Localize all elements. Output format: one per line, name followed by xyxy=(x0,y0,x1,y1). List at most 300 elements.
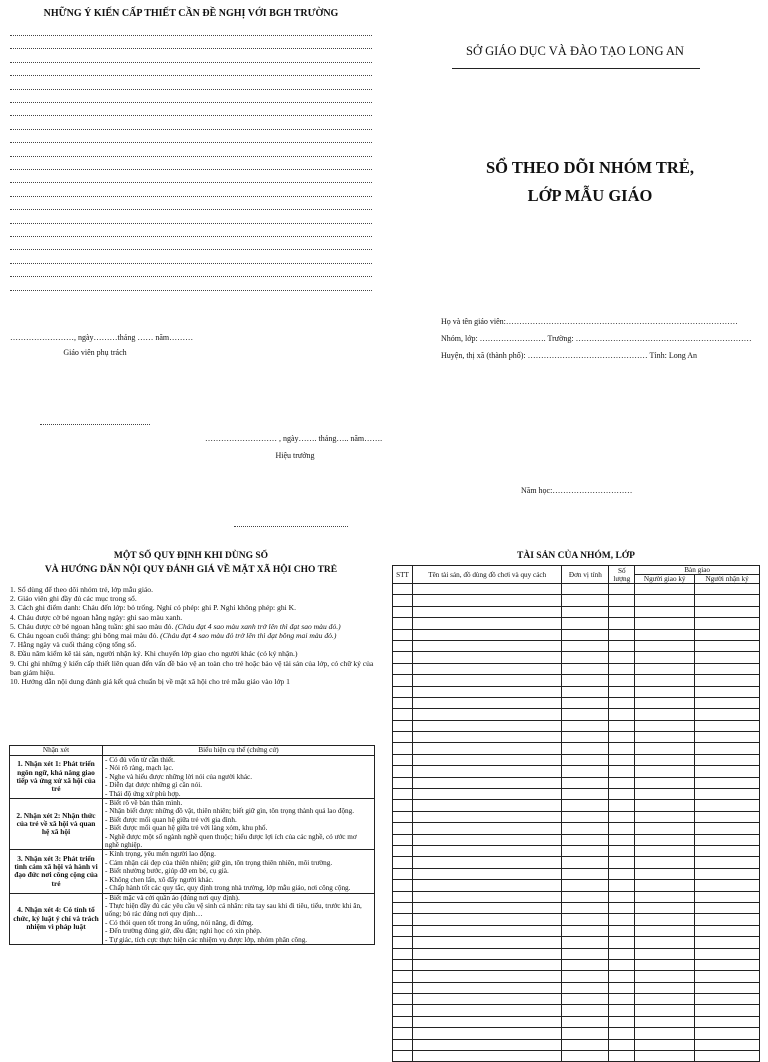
asset-cell[interactable] xyxy=(412,663,561,674)
asset-cell[interactable] xyxy=(562,834,609,845)
teacher-name-field[interactable]: Họ và tên giáo viên:…………………………………………………………………………… xyxy=(441,317,738,326)
asset-cell[interactable] xyxy=(635,754,695,765)
writing-line[interactable] xyxy=(10,249,372,250)
asset-cell[interactable] xyxy=(609,584,635,595)
asset-cell[interactable] xyxy=(412,834,561,845)
asset-cell[interactable] xyxy=(695,1051,760,1062)
writing-line[interactable] xyxy=(10,156,372,157)
asset-cell[interactable] xyxy=(609,640,635,651)
asset-cell[interactable] xyxy=(695,1016,760,1027)
asset-cell[interactable] xyxy=(393,857,413,868)
writing-line[interactable] xyxy=(10,196,372,197)
asset-cell[interactable] xyxy=(393,925,413,936)
asset-cell[interactable] xyxy=(393,606,413,617)
asset-cell[interactable] xyxy=(393,595,413,606)
asset-cell[interactable] xyxy=(393,868,413,879)
asset-row[interactable] xyxy=(393,709,760,720)
asset-cell[interactable] xyxy=(609,880,635,891)
asset-cell[interactable] xyxy=(562,971,609,982)
asset-cell[interactable] xyxy=(393,584,413,595)
asset-cell[interactable] xyxy=(695,766,760,777)
asset-cell[interactable] xyxy=(562,959,609,970)
asset-cell[interactable] xyxy=(412,902,561,913)
asset-cell[interactable] xyxy=(412,640,561,651)
asset-cell[interactable] xyxy=(393,891,413,902)
asset-cell[interactable] xyxy=(393,777,413,788)
school-year-field[interactable]: Năm học:………………………… xyxy=(521,486,633,495)
asset-cell[interactable] xyxy=(609,754,635,765)
asset-cell[interactable] xyxy=(695,1005,760,1016)
asset-cell[interactable] xyxy=(609,1039,635,1050)
asset-cell[interactable] xyxy=(562,709,609,720)
asset-cell[interactable] xyxy=(635,732,695,743)
asset-cell[interactable] xyxy=(562,982,609,993)
asset-cell[interactable] xyxy=(393,629,413,640)
asset-cell[interactable] xyxy=(609,686,635,697)
asset-cell[interactable] xyxy=(412,1005,561,1016)
asset-cell[interactable] xyxy=(635,777,695,788)
asset-cell[interactable] xyxy=(412,914,561,925)
writing-line[interactable] xyxy=(10,89,372,90)
asset-cell[interactable] xyxy=(635,1051,695,1062)
asset-cell[interactable] xyxy=(695,743,760,754)
asset-row[interactable] xyxy=(393,663,760,674)
asset-cell[interactable] xyxy=(695,800,760,811)
asset-cell[interactable] xyxy=(609,595,635,606)
asset-cell[interactable] xyxy=(562,800,609,811)
asset-cell[interactable] xyxy=(635,618,695,629)
asset-cell[interactable] xyxy=(562,914,609,925)
asset-cell[interactable] xyxy=(609,789,635,800)
asset-cell[interactable] xyxy=(562,720,609,731)
asset-cell[interactable] xyxy=(609,994,635,1005)
asset-cell[interactable] xyxy=(695,948,760,959)
asset-cell[interactable] xyxy=(609,891,635,902)
asset-cell[interactable] xyxy=(393,834,413,845)
asset-cell[interactable] xyxy=(393,663,413,674)
asset-cell[interactable] xyxy=(609,777,635,788)
asset-cell[interactable] xyxy=(609,1028,635,1039)
asset-cell[interactable] xyxy=(635,811,695,822)
asset-row[interactable] xyxy=(393,902,760,913)
asset-cell[interactable] xyxy=(562,811,609,822)
asset-cell[interactable] xyxy=(695,902,760,913)
asset-cell[interactable] xyxy=(695,811,760,822)
asset-cell[interactable] xyxy=(562,880,609,891)
asset-cell[interactable] xyxy=(412,823,561,834)
asset-cell[interactable] xyxy=(393,1005,413,1016)
asset-cell[interactable] xyxy=(562,1016,609,1027)
asset-cell[interactable] xyxy=(412,789,561,800)
asset-cell[interactable] xyxy=(609,732,635,743)
asset-cell[interactable] xyxy=(412,925,561,936)
asset-row[interactable] xyxy=(393,789,760,800)
asset-cell[interactable] xyxy=(609,697,635,708)
asset-cell[interactable] xyxy=(562,743,609,754)
asset-cell[interactable] xyxy=(695,777,760,788)
asset-cell[interactable] xyxy=(412,971,561,982)
asset-cell[interactable] xyxy=(412,994,561,1005)
writing-line[interactable] xyxy=(10,209,372,210)
asset-cell[interactable] xyxy=(412,618,561,629)
writing-line[interactable] xyxy=(10,236,372,237)
asset-row[interactable] xyxy=(393,891,760,902)
asset-cell[interactable] xyxy=(695,880,760,891)
asset-cell[interactable] xyxy=(609,971,635,982)
asset-cell[interactable] xyxy=(562,789,609,800)
asset-cell[interactable] xyxy=(562,754,609,765)
asset-cell[interactable] xyxy=(562,732,609,743)
asset-row[interactable] xyxy=(393,652,760,663)
asset-cell[interactable] xyxy=(412,606,561,617)
asset-row[interactable] xyxy=(393,971,760,982)
asset-cell[interactable] xyxy=(635,1016,695,1027)
asset-cell[interactable] xyxy=(635,652,695,663)
asset-cell[interactable] xyxy=(412,1028,561,1039)
asset-cell[interactable] xyxy=(609,618,635,629)
asset-row[interactable] xyxy=(393,800,760,811)
group-class-field[interactable]: Nhóm, lớp: ……………………. Trường: ………………………………………………………… xyxy=(441,334,752,343)
writing-line[interactable] xyxy=(10,263,372,264)
asset-cell[interactable] xyxy=(562,902,609,913)
asset-cell[interactable] xyxy=(635,629,695,640)
asset-cell[interactable] xyxy=(635,709,695,720)
asset-cell[interactable] xyxy=(695,937,760,948)
asset-cell[interactable] xyxy=(393,743,413,754)
asset-row[interactable] xyxy=(393,777,760,788)
asset-cell[interactable] xyxy=(635,789,695,800)
asset-cell[interactable] xyxy=(695,720,760,731)
asset-cell[interactable] xyxy=(695,652,760,663)
asset-cell[interactable] xyxy=(562,1028,609,1039)
asset-cell[interactable] xyxy=(412,857,561,868)
asset-row[interactable] xyxy=(393,811,760,822)
asset-row[interactable] xyxy=(393,845,760,856)
asset-cell[interactable] xyxy=(695,823,760,834)
asset-cell[interactable] xyxy=(695,925,760,936)
asset-cell[interactable] xyxy=(635,743,695,754)
asset-cell[interactable] xyxy=(695,686,760,697)
asset-cell[interactable] xyxy=(393,754,413,765)
asset-cell[interactable] xyxy=(635,857,695,868)
asset-cell[interactable] xyxy=(695,754,760,765)
asset-cell[interactable] xyxy=(412,811,561,822)
asset-cell[interactable] xyxy=(393,732,413,743)
asset-row[interactable] xyxy=(393,948,760,959)
asset-row[interactable] xyxy=(393,640,760,651)
asset-cell[interactable] xyxy=(412,1051,561,1062)
asset-cell[interactable] xyxy=(393,652,413,663)
asset-cell[interactable] xyxy=(635,994,695,1005)
asset-cell[interactable] xyxy=(635,925,695,936)
asset-row[interactable] xyxy=(393,834,760,845)
asset-cell[interactable] xyxy=(562,994,609,1005)
asset-cell[interactable] xyxy=(412,652,561,663)
asset-row[interactable] xyxy=(393,675,760,686)
asset-cell[interactable] xyxy=(609,1016,635,1027)
asset-row[interactable] xyxy=(393,686,760,697)
asset-row[interactable] xyxy=(393,732,760,743)
asset-cell[interactable] xyxy=(562,640,609,651)
writing-line[interactable] xyxy=(10,182,372,183)
asset-cell[interactable] xyxy=(412,880,561,891)
asset-cell[interactable] xyxy=(562,948,609,959)
asset-cell[interactable] xyxy=(609,948,635,959)
writing-line[interactable] xyxy=(10,169,372,170)
asset-cell[interactable] xyxy=(562,868,609,879)
asset-cell[interactable] xyxy=(412,732,561,743)
asset-cell[interactable] xyxy=(412,675,561,686)
asset-cell[interactable] xyxy=(695,1028,760,1039)
asset-row[interactable] xyxy=(393,937,760,948)
asset-cell[interactable] xyxy=(393,686,413,697)
asset-cell[interactable] xyxy=(412,800,561,811)
asset-cell[interactable] xyxy=(393,709,413,720)
asset-cell[interactable] xyxy=(635,595,695,606)
asset-cell[interactable] xyxy=(635,675,695,686)
asset-cell[interactable] xyxy=(635,891,695,902)
asset-cell[interactable] xyxy=(412,766,561,777)
asset-cell[interactable] xyxy=(695,834,760,845)
asset-cell[interactable] xyxy=(635,982,695,993)
asset-cell[interactable] xyxy=(635,1039,695,1050)
asset-cell[interactable] xyxy=(562,686,609,697)
asset-cell[interactable] xyxy=(609,834,635,845)
asset-cell[interactable] xyxy=(412,754,561,765)
asset-cell[interactable] xyxy=(609,709,635,720)
asset-cell[interactable] xyxy=(635,663,695,674)
asset-cell[interactable] xyxy=(393,800,413,811)
asset-row[interactable] xyxy=(393,720,760,731)
asset-cell[interactable] xyxy=(695,595,760,606)
asset-cell[interactable] xyxy=(412,686,561,697)
asset-cell[interactable] xyxy=(695,971,760,982)
asset-cell[interactable] xyxy=(562,857,609,868)
asset-cell[interactable] xyxy=(562,891,609,902)
asset-cell[interactable] xyxy=(393,675,413,686)
asset-row[interactable] xyxy=(393,1016,760,1027)
asset-cell[interactable] xyxy=(609,1051,635,1062)
asset-cell[interactable] xyxy=(393,845,413,856)
asset-cell[interactable] xyxy=(562,925,609,936)
asset-cell[interactable] xyxy=(609,925,635,936)
asset-cell[interactable] xyxy=(695,891,760,902)
asset-cell[interactable] xyxy=(635,914,695,925)
asset-cell[interactable] xyxy=(393,937,413,948)
writing-line[interactable] xyxy=(10,223,372,224)
asset-cell[interactable] xyxy=(562,595,609,606)
asset-cell[interactable] xyxy=(393,959,413,970)
asset-cell[interactable] xyxy=(609,811,635,822)
asset-row[interactable] xyxy=(393,697,760,708)
asset-row[interactable] xyxy=(393,1028,760,1039)
asset-cell[interactable] xyxy=(562,845,609,856)
asset-cell[interactable] xyxy=(393,823,413,834)
asset-row[interactable] xyxy=(393,595,760,606)
asset-cell[interactable] xyxy=(635,1028,695,1039)
asset-cell[interactable] xyxy=(635,606,695,617)
asset-cell[interactable] xyxy=(635,948,695,959)
asset-cell[interactable] xyxy=(393,971,413,982)
asset-row[interactable] xyxy=(393,925,760,936)
asset-row[interactable] xyxy=(393,959,760,970)
asset-cell[interactable] xyxy=(635,686,695,697)
asset-cell[interactable] xyxy=(635,959,695,970)
asset-cell[interactable] xyxy=(609,937,635,948)
asset-cell[interactable] xyxy=(695,618,760,629)
writing-line[interactable] xyxy=(10,35,372,36)
asset-cell[interactable] xyxy=(412,891,561,902)
asset-cell[interactable] xyxy=(562,663,609,674)
writing-line[interactable] xyxy=(10,62,372,63)
asset-cell[interactable] xyxy=(635,845,695,856)
asset-cell[interactable] xyxy=(412,777,561,788)
asset-cell[interactable] xyxy=(609,857,635,868)
asset-cell[interactable] xyxy=(609,868,635,879)
asset-cell[interactable] xyxy=(412,959,561,970)
asset-cell[interactable] xyxy=(393,982,413,993)
asset-cell[interactable] xyxy=(635,584,695,595)
asset-cell[interactable] xyxy=(695,629,760,640)
asset-cell[interactable] xyxy=(412,982,561,993)
asset-cell[interactable] xyxy=(412,937,561,948)
asset-cell[interactable] xyxy=(412,720,561,731)
asset-row[interactable] xyxy=(393,994,760,1005)
asset-cell[interactable] xyxy=(393,914,413,925)
asset-cell[interactable] xyxy=(562,675,609,686)
asset-cell[interactable] xyxy=(695,994,760,1005)
asset-cell[interactable] xyxy=(562,618,609,629)
asset-row[interactable] xyxy=(393,880,760,891)
writing-line[interactable] xyxy=(10,115,372,116)
asset-cell[interactable] xyxy=(393,880,413,891)
asset-cell[interactable] xyxy=(695,675,760,686)
writing-line[interactable] xyxy=(10,276,372,277)
asset-cell[interactable] xyxy=(635,937,695,948)
asset-cell[interactable] xyxy=(393,640,413,651)
asset-cell[interactable] xyxy=(695,584,760,595)
asset-cell[interactable] xyxy=(695,982,760,993)
asset-cell[interactable] xyxy=(412,697,561,708)
asset-cell[interactable] xyxy=(695,663,760,674)
asset-cell[interactable] xyxy=(393,766,413,777)
asset-row[interactable] xyxy=(393,868,760,879)
asset-cell[interactable] xyxy=(695,868,760,879)
asset-cell[interactable] xyxy=(695,789,760,800)
asset-cell[interactable] xyxy=(695,1039,760,1050)
asset-cell[interactable] xyxy=(562,606,609,617)
asset-cell[interactable] xyxy=(609,959,635,970)
asset-cell[interactable] xyxy=(609,1005,635,1016)
asset-cell[interactable] xyxy=(609,743,635,754)
asset-cell[interactable] xyxy=(562,1005,609,1016)
asset-cell[interactable] xyxy=(412,948,561,959)
asset-cell[interactable] xyxy=(635,971,695,982)
writing-line[interactable] xyxy=(10,142,372,143)
writing-line[interactable] xyxy=(10,290,372,291)
district-field[interactable]: Huyện, thị xã (thành phố): ……………………………………… Tỉnh: Long An xyxy=(441,351,698,360)
asset-cell[interactable] xyxy=(562,1051,609,1062)
asset-cell[interactable] xyxy=(609,766,635,777)
asset-cell[interactable] xyxy=(562,629,609,640)
asset-row[interactable] xyxy=(393,618,760,629)
asset-cell[interactable] xyxy=(635,697,695,708)
asset-cell[interactable] xyxy=(412,595,561,606)
writing-line[interactable] xyxy=(10,48,372,49)
asset-cell[interactable] xyxy=(412,709,561,720)
writing-line[interactable] xyxy=(10,102,372,103)
asset-cell[interactable] xyxy=(393,1039,413,1050)
asset-cell[interactable] xyxy=(393,1016,413,1027)
asset-cell[interactable] xyxy=(635,640,695,651)
asset-cell[interactable] xyxy=(635,902,695,913)
asset-cell[interactable] xyxy=(695,857,760,868)
asset-cell[interactable] xyxy=(609,845,635,856)
asset-cell[interactable] xyxy=(609,652,635,663)
asset-cell[interactable] xyxy=(695,606,760,617)
asset-cell[interactable] xyxy=(635,720,695,731)
asset-cell[interactable] xyxy=(562,937,609,948)
asset-cell[interactable] xyxy=(635,880,695,891)
asset-cell[interactable] xyxy=(562,697,609,708)
asset-cell[interactable] xyxy=(695,845,760,856)
asset-cell[interactable] xyxy=(609,902,635,913)
asset-cell[interactable] xyxy=(412,868,561,879)
asset-row[interactable] xyxy=(393,754,760,765)
asset-row[interactable] xyxy=(393,743,760,754)
asset-cell[interactable] xyxy=(393,618,413,629)
asset-cell[interactable] xyxy=(393,720,413,731)
asset-row[interactable] xyxy=(393,1039,760,1050)
asset-cell[interactable] xyxy=(393,697,413,708)
asset-cell[interactable] xyxy=(609,982,635,993)
asset-row[interactable] xyxy=(393,857,760,868)
asset-cell[interactable] xyxy=(635,766,695,777)
asset-cell[interactable] xyxy=(562,584,609,595)
asset-cell[interactable] xyxy=(635,823,695,834)
asset-cell[interactable] xyxy=(609,823,635,834)
asset-cell[interactable] xyxy=(393,811,413,822)
asset-row[interactable] xyxy=(393,1005,760,1016)
asset-cell[interactable] xyxy=(695,640,760,651)
writing-line[interactable] xyxy=(10,129,372,130)
asset-row[interactable] xyxy=(393,914,760,925)
asset-cell[interactable] xyxy=(412,1016,561,1027)
asset-cell[interactable] xyxy=(695,959,760,970)
asset-cell[interactable] xyxy=(695,709,760,720)
asset-cell[interactable] xyxy=(562,777,609,788)
asset-cell[interactable] xyxy=(412,845,561,856)
asset-row[interactable] xyxy=(393,766,760,777)
asset-row[interactable] xyxy=(393,584,760,595)
asset-cell[interactable] xyxy=(562,652,609,663)
asset-cell[interactable] xyxy=(609,720,635,731)
asset-cell[interactable] xyxy=(635,868,695,879)
asset-cell[interactable] xyxy=(695,732,760,743)
asset-cell[interactable] xyxy=(609,800,635,811)
asset-cell[interactable] xyxy=(393,1028,413,1039)
asset-cell[interactable] xyxy=(635,1005,695,1016)
asset-cell[interactable] xyxy=(609,606,635,617)
asset-cell[interactable] xyxy=(412,584,561,595)
asset-row[interactable] xyxy=(393,982,760,993)
asset-row[interactable] xyxy=(393,606,760,617)
asset-cell[interactable] xyxy=(393,994,413,1005)
asset-cell[interactable] xyxy=(609,914,635,925)
asset-cell[interactable] xyxy=(562,766,609,777)
asset-cell[interactable] xyxy=(393,902,413,913)
asset-cell[interactable] xyxy=(412,743,561,754)
